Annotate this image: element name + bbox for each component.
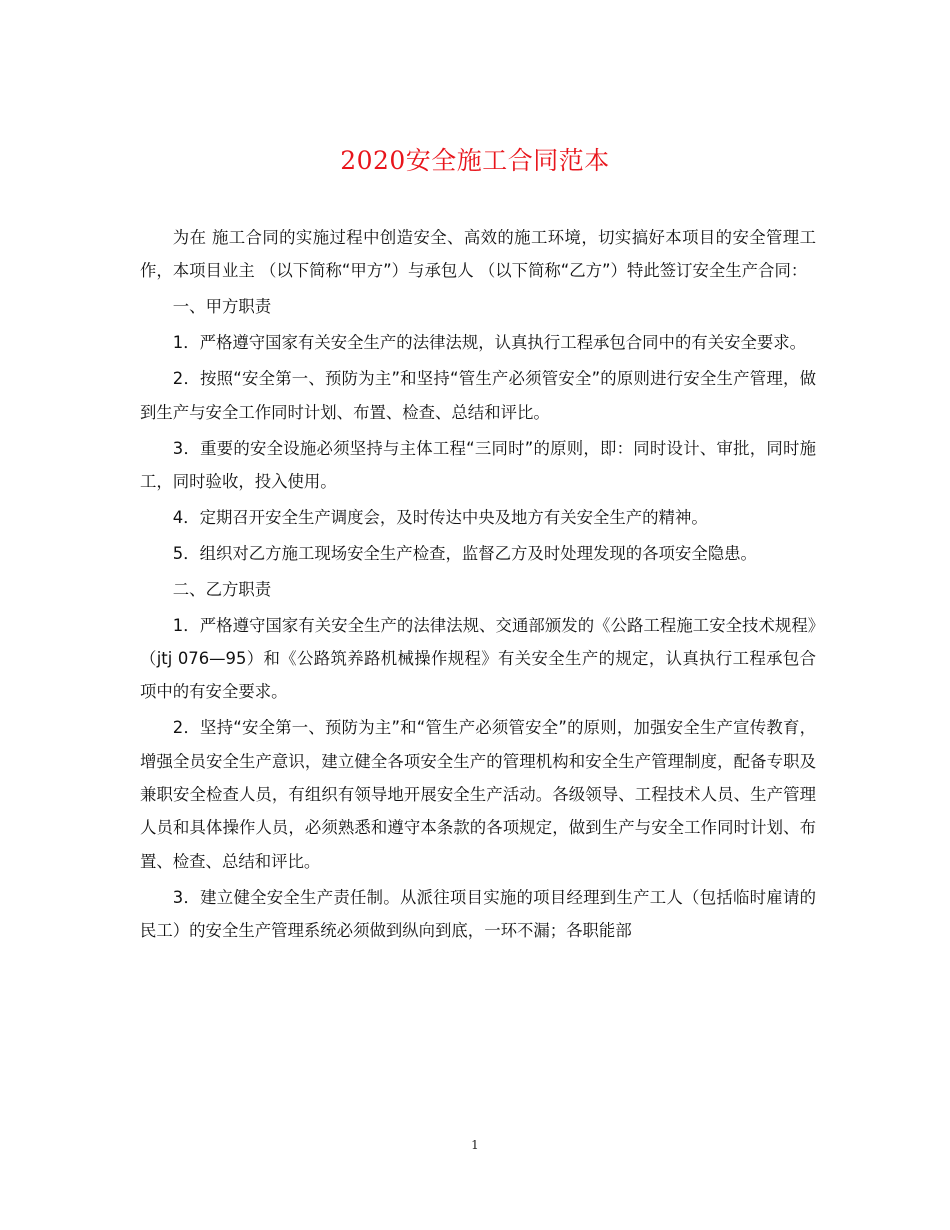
paragraph-a-2: 2．按照“安全第一、预防为主”和坚持“管生产必须管安全”的原则进行安全生产管理，做到生产与安全工作同时计划、布置、检查、总结和评比。 [140, 369, 816, 422]
paragraph-a-1: 1．严格遵守国家有关安全生产的法律法规，认真执行工程承包合同中的有关安全要求。 [172, 333, 807, 353]
document-title: 2020安全施工合同范本 [340, 146, 610, 175]
page-number: 1 [471, 1138, 479, 1152]
paragraph-a-3: 3．重要的安全设施必须坚持与主体工程“三同时”的原则，即：同时设计、审批，同时施工，同时验收，投入使用。 [140, 438, 816, 491]
document-body [140, 221, 816, 950]
paragraph-intro: 为在 施工合同的实施过程中创造安全、高效的施工环境，切实搞好本项目的安全管理工作，本项目业主 （以下简称“甲方”）与承包人 （以下简称“乙方”）特此签订安全生产合同： [140, 228, 816, 281]
paragraph-a-5: 5．组织对乙方施工现场安全生产检查，监督乙方及时处理发现的各项安全隐患。 [172, 543, 757, 563]
paragraph-a-4: 4．定期召开安全生产调度会，及时传达中央及地方有关安全生产的精神。 [172, 507, 708, 527]
paragraph-b-3: 3．建立健全安全生产责任制。从派往项目实施的项目经理到生产工人（包括临时雇请的民工）的安全生产管理系统必须做到纵向到底，一环不漏；各职能部 [140, 887, 816, 940]
section-heading-party-b: 二、乙方职责 [172, 579, 272, 599]
paragraph-b-1: 1．严格遵守国家有关安全生产的法律法规、交通部颁发的《公路工程施工安全技术规程》（jtj 076—95）和《公路筑养路机械操作规程》有关安全生产的规定，认真执行工程承包合项中的有安全要求。 [140, 615, 816, 702]
section-heading-party-a: 一、甲方职责 [172, 297, 272, 317]
paragraph-b-2: 2．坚持“安全第一、预防为主”和“管生产必须管安全”的原则，加强安全生产宣传教育，增强全员安全生产意识，建立健全各项安全生产的管理机构和安全生产管理制度，配备专职及兼职安全检查人员，有组织有领导地开展安全生产活动。各级领导、工程技术人员、生产管理人员和具体操作人员，必须熟悉和遵守本条款的各项规定，做到生产与安全工作同时计划、布置、检查、总结和评比。 [140, 718, 816, 871]
